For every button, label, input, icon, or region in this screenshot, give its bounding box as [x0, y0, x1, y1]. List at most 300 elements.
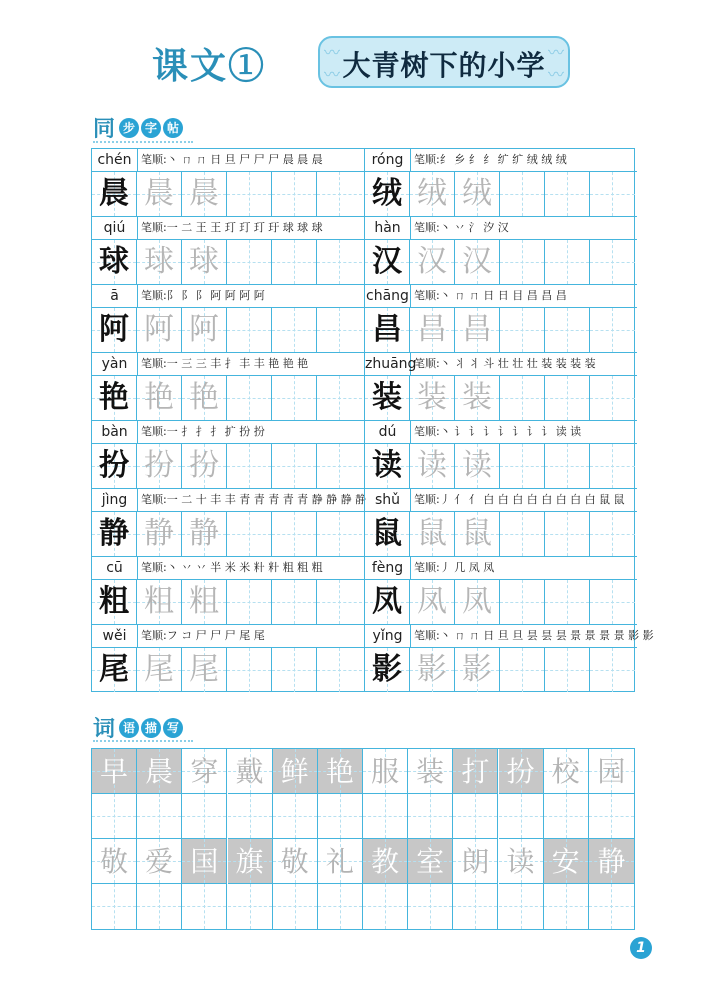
lesson-title: 大青树下的小学: [342, 49, 546, 82]
stroke-order-label: 笔顺:: [141, 357, 167, 370]
pinyin: cū: [92, 557, 138, 579]
trace-character: 鼠: [462, 516, 492, 551]
word-trace-character: 打: [461, 755, 490, 788]
word-trace-character: 旗: [235, 845, 264, 878]
word-practice-cell[interactable]: [499, 884, 544, 929]
word-practice-cell[interactable]: [318, 794, 363, 839]
word-trace-cell: [137, 749, 182, 794]
word-trace-character: 安: [551, 845, 580, 878]
trace-character-cell: [410, 580, 455, 624]
stroke-order-label: 笔顺:: [414, 153, 440, 166]
practice-cell[interactable]: [272, 308, 317, 352]
practice-cell[interactable]: [590, 648, 635, 692]
practice-cell[interactable]: [317, 376, 362, 420]
trace-character: 静: [189, 516, 219, 551]
pinyin-stroke-row: [365, 421, 637, 444]
practice-cell[interactable]: [545, 308, 590, 352]
divider: [93, 141, 193, 143]
stroke-order-sequence: 丿 几 凤 凤: [439, 561, 495, 574]
trace-character: 读: [462, 448, 492, 483]
writing-row: [92, 240, 364, 285]
stroke-order: [414, 557, 494, 579]
trace-character: 粗: [189, 584, 219, 619]
word-practice-cell[interactable]: [499, 794, 544, 839]
trace-character: 阿: [189, 312, 219, 347]
practice-cell[interactable]: [590, 308, 635, 352]
word-trace-character: 敬: [280, 845, 309, 878]
pinyin: fèng: [365, 557, 411, 579]
stroke-order-label: 笔顺:: [414, 357, 440, 370]
practice-cell[interactable]: [545, 512, 590, 556]
word-trace-character: 校: [551, 755, 580, 788]
stroke-order: [141, 149, 323, 171]
stroke-order-sequence: 阝 阝 阝 阿 阿 阿 阿: [166, 289, 265, 302]
word-trace-cell: [453, 839, 498, 884]
word-trace-character: 敬: [99, 845, 128, 878]
writing-row: [92, 580, 364, 625]
word-practice-cell[interactable]: [544, 794, 589, 839]
word-practice-cell[interactable]: [182, 884, 227, 929]
writing-row: [365, 444, 637, 489]
stroke-order: [414, 217, 509, 239]
model-character: 晨: [99, 176, 129, 211]
word-trace-character: 服: [371, 755, 400, 788]
divider: [93, 740, 193, 742]
trace-character: 装: [417, 380, 447, 415]
stroke-order-sequence: 丶 丷 丷 半 米 米 籵 籵 粗 粗 粗: [166, 561, 323, 574]
practice-cell[interactable]: [227, 172, 272, 216]
trace-character: 绒: [417, 176, 447, 211]
word-trace-cell: [453, 749, 498, 794]
stroke-order-label: 笔顺:: [414, 493, 440, 506]
practice-cell[interactable]: [317, 580, 362, 624]
trace-character-cell: [137, 648, 182, 692]
trace-character-cell: [455, 308, 500, 352]
trace-character-cell: [182, 648, 227, 692]
trace-character: 晨: [144, 176, 174, 211]
word-trace-character: 艳: [325, 755, 354, 788]
model-character-cell: [92, 512, 137, 556]
word-practice-cell[interactable]: [137, 884, 182, 929]
model-character-cell: [365, 444, 410, 488]
stroke-order: [414, 353, 596, 375]
trace-character: 鼠: [417, 516, 447, 551]
practice-cell[interactable]: [317, 172, 362, 216]
trace-character: 汉: [417, 244, 447, 279]
word-practice-cell[interactable]: [318, 884, 363, 929]
model-character: 扮: [99, 448, 129, 483]
model-character: 艳: [99, 380, 129, 415]
word-trace-character: 教: [371, 845, 400, 878]
word-practice-cell[interactable]: [228, 884, 273, 929]
model-character-cell: [92, 172, 137, 216]
word-trace-character: 扮: [506, 755, 535, 788]
practice-cell[interactable]: [500, 648, 545, 692]
word-trace-character: 穿: [190, 755, 219, 788]
word-trace-cell: [273, 839, 318, 884]
word-practice-cell[interactable]: [408, 794, 453, 839]
word-tracing-grid: [91, 748, 635, 930]
pinyin: chāng: [365, 285, 411, 307]
word-practice-cell[interactable]: [92, 884, 137, 929]
trace-character-cell: [455, 444, 500, 488]
trace-character: 球: [189, 244, 219, 279]
model-character: 装: [372, 380, 402, 415]
practice-cell[interactable]: [500, 512, 545, 556]
word-trace-character: 园: [597, 755, 626, 788]
word-practice-cell[interactable]: [273, 884, 318, 929]
writing-row: [365, 240, 637, 285]
word-practice-cell[interactable]: [408, 884, 453, 929]
model-character: 绒: [372, 176, 402, 211]
pinyin-stroke-row: [92, 285, 364, 308]
pinyin: ā: [92, 285, 138, 307]
word-practice-cell[interactable]: [363, 794, 408, 839]
practice-cell[interactable]: [500, 376, 545, 420]
trace-character: 绒: [462, 176, 492, 211]
writing-row: [365, 512, 637, 557]
word-trace-cell: [544, 749, 589, 794]
writing-row: [365, 376, 637, 421]
word-trace-character: 礼: [325, 845, 354, 878]
word-practice-cell[interactable]: [453, 794, 498, 839]
word-trace-character: 戴: [235, 755, 264, 788]
model-character-cell: [92, 444, 137, 488]
word-trace-cell: [318, 749, 363, 794]
trace-character: 影: [417, 652, 447, 687]
stroke-order: [414, 489, 625, 511]
model-character-cell: [365, 512, 410, 556]
model-character: 尾: [99, 652, 129, 687]
trace-character-cell: [182, 512, 227, 556]
model-character: 昌: [372, 312, 402, 347]
word-practice-cell[interactable]: [273, 794, 318, 839]
copybook-grid: [91, 148, 654, 692]
stroke-order-label: 笔顺:: [141, 561, 167, 574]
trace-character: 艳: [144, 380, 174, 415]
stroke-order-sequence: 丶 讠 讠 讠 讠 讠 讠 讠 读 读: [439, 425, 582, 438]
stroke-order-sequence: フ コ 尸 尸 尸 尾 尾: [166, 629, 265, 642]
word-trace-character: 国: [190, 845, 219, 878]
model-character-cell: [92, 376, 137, 420]
practice-cell[interactable]: [227, 648, 272, 692]
stroke-order-sequence: 一 二 十 丰 丰 青 青 青 青 青 静 静 静 静: [166, 493, 367, 506]
practice-cell[interactable]: [590, 580, 635, 624]
stroke-order-label: 笔顺:: [141, 425, 167, 438]
trace-character-cell: [410, 512, 455, 556]
word-practice-cell[interactable]: [589, 794, 634, 839]
writing-row: [92, 172, 364, 217]
practice-cell[interactable]: [500, 172, 545, 216]
trace-character-cell: [182, 240, 227, 284]
stroke-order-sequence: 丶 ㄇ ㄇ 日 旦 尸 尸 尸 晨 晨 晨: [166, 153, 323, 166]
cloud-pattern-icon: 〰 〰: [324, 43, 341, 82]
practice-cell[interactable]: [227, 376, 272, 420]
stroke-order: [141, 421, 265, 443]
stroke-order: [141, 489, 366, 511]
word-trace-character: 晨: [145, 755, 174, 788]
practice-cell[interactable]: [545, 648, 590, 692]
practice-cell[interactable]: [317, 648, 362, 692]
practice-cell[interactable]: [590, 512, 635, 556]
page-number: 1: [630, 937, 652, 959]
writing-row: [365, 172, 637, 217]
practice-cell[interactable]: [272, 512, 317, 556]
trace-character-cell: [137, 580, 182, 624]
pinyin-stroke-row: [365, 489, 637, 512]
word-trace-cell: [228, 749, 273, 794]
trace-character-cell: [410, 172, 455, 216]
practice-cell[interactable]: [545, 376, 590, 420]
word-practice-cell[interactable]: [228, 794, 273, 839]
stroke-order-label: 笔顺:: [141, 289, 167, 302]
trace-character: 昌: [417, 312, 447, 347]
trace-character: 扮: [189, 448, 219, 483]
stroke-order: [414, 285, 567, 307]
trace-character-cell: [455, 240, 500, 284]
section-heading-big: 词: [93, 716, 116, 742]
trace-character: 静: [144, 516, 174, 551]
trace-character: 球: [144, 244, 174, 279]
stroke-order: [414, 149, 567, 171]
practice-cell[interactable]: [272, 580, 317, 624]
trace-character-cell: [182, 444, 227, 488]
practice-cell[interactable]: [317, 512, 362, 556]
trace-character-cell: [410, 308, 455, 352]
pinyin-stroke-row: [365, 149, 637, 172]
lesson-title-banner: [318, 36, 570, 88]
trace-character: 艳: [189, 380, 219, 415]
practice-cell[interactable]: [590, 444, 635, 488]
stroke-order: [414, 421, 581, 443]
pinyin: bàn: [92, 421, 138, 443]
pinyin-stroke-row: [92, 557, 364, 580]
writing-row: [365, 308, 637, 353]
stroke-order-sequence: 纟 乡 纟 纟 纩 纩 绒 绒 绒: [439, 153, 567, 166]
practice-cell[interactable]: [500, 240, 545, 284]
cloud-pattern-icon: 〰 〰: [547, 43, 564, 82]
trace-character: 凤: [462, 584, 492, 619]
model-character-cell: [365, 376, 410, 420]
trace-character-cell: [455, 512, 500, 556]
trace-character-cell: [182, 376, 227, 420]
trace-character: 尾: [189, 652, 219, 687]
practice-cell[interactable]: [590, 240, 635, 284]
section-heading-word-tracing: [93, 712, 183, 743]
model-character: 粗: [99, 584, 129, 619]
trace-character-cell: [455, 172, 500, 216]
word-trace-character: 读: [506, 845, 535, 878]
pinyin-stroke-row: [365, 557, 637, 580]
trace-character: 读: [417, 448, 447, 483]
model-character-cell: [92, 648, 137, 692]
word-trace-cell: [273, 749, 318, 794]
word-trace-cell: [499, 839, 544, 884]
trace-character: 晨: [189, 176, 219, 211]
practice-cell[interactable]: [227, 444, 272, 488]
trace-character: 粗: [144, 584, 174, 619]
trace-character-cell: [455, 648, 500, 692]
model-character-cell: [365, 648, 410, 692]
stroke-order: [141, 557, 323, 579]
section-heading-big: 同: [93, 116, 116, 142]
trace-character: 阿: [144, 312, 174, 347]
practice-cell[interactable]: [590, 376, 635, 420]
practice-cell[interactable]: [317, 444, 362, 488]
trace-character-cell: [182, 308, 227, 352]
trace-character: 昌: [462, 312, 492, 347]
word-trace-cell: [499, 749, 544, 794]
writing-row: [365, 648, 637, 693]
pinyin: zhuāng: [365, 353, 411, 375]
pinyin: wěi: [92, 625, 138, 647]
copybook-right-column: [364, 149, 654, 691]
stroke-order-label: 笔顺:: [414, 289, 440, 302]
stroke-order-sequence: 丿 亻 亻 白 白 白 白 白 白 白 白 鼠 鼠: [439, 493, 625, 506]
pinyin-stroke-row: [92, 625, 364, 648]
word-practice-cell[interactable]: [589, 884, 634, 929]
trace-character-cell: [137, 512, 182, 556]
word-trace-character: 室: [416, 845, 445, 878]
trace-character: 影: [462, 652, 492, 687]
word-trace-cell: [92, 839, 137, 884]
practice-cell[interactable]: [317, 240, 362, 284]
model-character-cell: [92, 580, 137, 624]
practice-cell[interactable]: [227, 580, 272, 624]
section-heading-pill: 写: [163, 718, 183, 738]
word-trace-character: 爱: [145, 845, 174, 878]
copybook-left-column: [92, 149, 367, 691]
trace-character-cell: [455, 580, 500, 624]
word-trace-character: 早: [99, 755, 128, 788]
word-practice-cell[interactable]: [544, 884, 589, 929]
word-trace-character: 装: [416, 755, 445, 788]
writing-row: [92, 308, 364, 353]
word-trace-cell: [318, 839, 363, 884]
model-character: 静: [99, 516, 129, 551]
practice-cell[interactable]: [227, 240, 272, 284]
practice-cell[interactable]: [500, 580, 545, 624]
model-character-cell: [365, 172, 410, 216]
practice-cell[interactable]: [272, 376, 317, 420]
practice-cell[interactable]: [545, 580, 590, 624]
model-character: 球: [99, 244, 129, 279]
stroke-order-label: 笔顺:: [414, 561, 440, 574]
model-character: 影: [372, 652, 402, 687]
trace-character-cell: [137, 308, 182, 352]
model-character-cell: [365, 580, 410, 624]
trace-character-cell: [182, 172, 227, 216]
practice-cell[interactable]: [227, 308, 272, 352]
practice-cell[interactable]: [500, 444, 545, 488]
section-heading-pill: 语: [119, 718, 139, 738]
writing-row: [92, 444, 364, 489]
writing-row: [92, 376, 364, 421]
pinyin-stroke-row: [92, 421, 364, 444]
stroke-order-label: 笔顺:: [414, 221, 440, 234]
practice-cell[interactable]: [590, 172, 635, 216]
word-practice-cell[interactable]: [92, 794, 137, 839]
pinyin: dú: [365, 421, 411, 443]
stroke-order-sequence: 丶 ㄇ ㄇ 日 旦 旦 昙 昙 昙 景 景 景 景 影 影: [439, 629, 654, 642]
trace-character: 装: [462, 380, 492, 415]
trace-character-cell: [410, 240, 455, 284]
practice-cell[interactable]: [272, 444, 317, 488]
word-trace-cell: [589, 749, 634, 794]
trace-character-cell: [410, 376, 455, 420]
pinyin-stroke-row: [365, 625, 654, 648]
word-practice-cell[interactable]: [137, 794, 182, 839]
trace-character-cell: [182, 580, 227, 624]
model-character-cell: [365, 308, 410, 352]
word-trace-cell: [228, 839, 273, 884]
section-heading-pill: 帖: [163, 118, 183, 138]
practice-cell[interactable]: [272, 240, 317, 284]
word-trace-cell: [408, 749, 453, 794]
practice-cell[interactable]: [545, 172, 590, 216]
word-trace-cell: [363, 839, 408, 884]
trace-character-cell: [410, 648, 455, 692]
stroke-order: [141, 217, 323, 239]
word-trace-cell: [408, 839, 453, 884]
pinyin-stroke-row: [92, 149, 364, 172]
practice-cell[interactable]: [545, 240, 590, 284]
word-practice-cell[interactable]: [453, 884, 498, 929]
stroke-order-sequence: 一 二 王 王 玎 玎 玎 玗 球 球 球: [166, 221, 323, 234]
word-practice-cell[interactable]: [363, 884, 408, 929]
section-heading-pill: 描: [141, 718, 161, 738]
pinyin: jìng: [92, 489, 138, 511]
word-trace-cell: [137, 839, 182, 884]
stroke-order-sequence: 丶 丷 氵 汐 汉: [439, 221, 509, 234]
stroke-order-label: 笔顺:: [141, 153, 167, 166]
pinyin-stroke-row: [365, 217, 637, 240]
stroke-order-sequence: 一 三 三 丰 扌 丰 丰 艳 艳 艳: [166, 357, 309, 370]
pinyin: róng: [365, 149, 411, 171]
practice-cell[interactable]: [272, 648, 317, 692]
practice-cell[interactable]: [545, 444, 590, 488]
trace-character-cell: [137, 376, 182, 420]
pinyin: yǐng: [365, 625, 411, 647]
stroke-order-label: 笔顺:: [141, 493, 167, 506]
pinyin-stroke-row: [365, 353, 637, 376]
section-heading-pill: 字: [141, 118, 161, 138]
pinyin: hàn: [365, 217, 411, 239]
writing-row: [365, 580, 637, 625]
model-character-cell: [92, 240, 137, 284]
stroke-order: [414, 625, 654, 647]
section-heading-sync-copybook: [93, 112, 183, 143]
trace-character: 尾: [144, 652, 174, 687]
practice-cell[interactable]: [500, 308, 545, 352]
trace-character-cell: [137, 172, 182, 216]
trace-character: 凤: [417, 584, 447, 619]
practice-cell[interactable]: [317, 308, 362, 352]
pinyin-stroke-row: [92, 217, 364, 240]
word-practice-cell[interactable]: [182, 794, 227, 839]
stroke-order: [141, 353, 308, 375]
practice-cell[interactable]: [227, 512, 272, 556]
stroke-order-sequence: 一 扌 扌 扌 扩 扮 扮: [166, 425, 265, 438]
model-character: 读: [372, 448, 402, 483]
writing-row: [92, 512, 364, 557]
section-heading-pill: 步: [119, 118, 139, 138]
model-character: 凤: [372, 584, 402, 619]
word-trace-cell: [363, 749, 408, 794]
practice-cell[interactable]: [272, 172, 317, 216]
trace-character-cell: [137, 240, 182, 284]
model-character: 鼠: [372, 516, 402, 551]
